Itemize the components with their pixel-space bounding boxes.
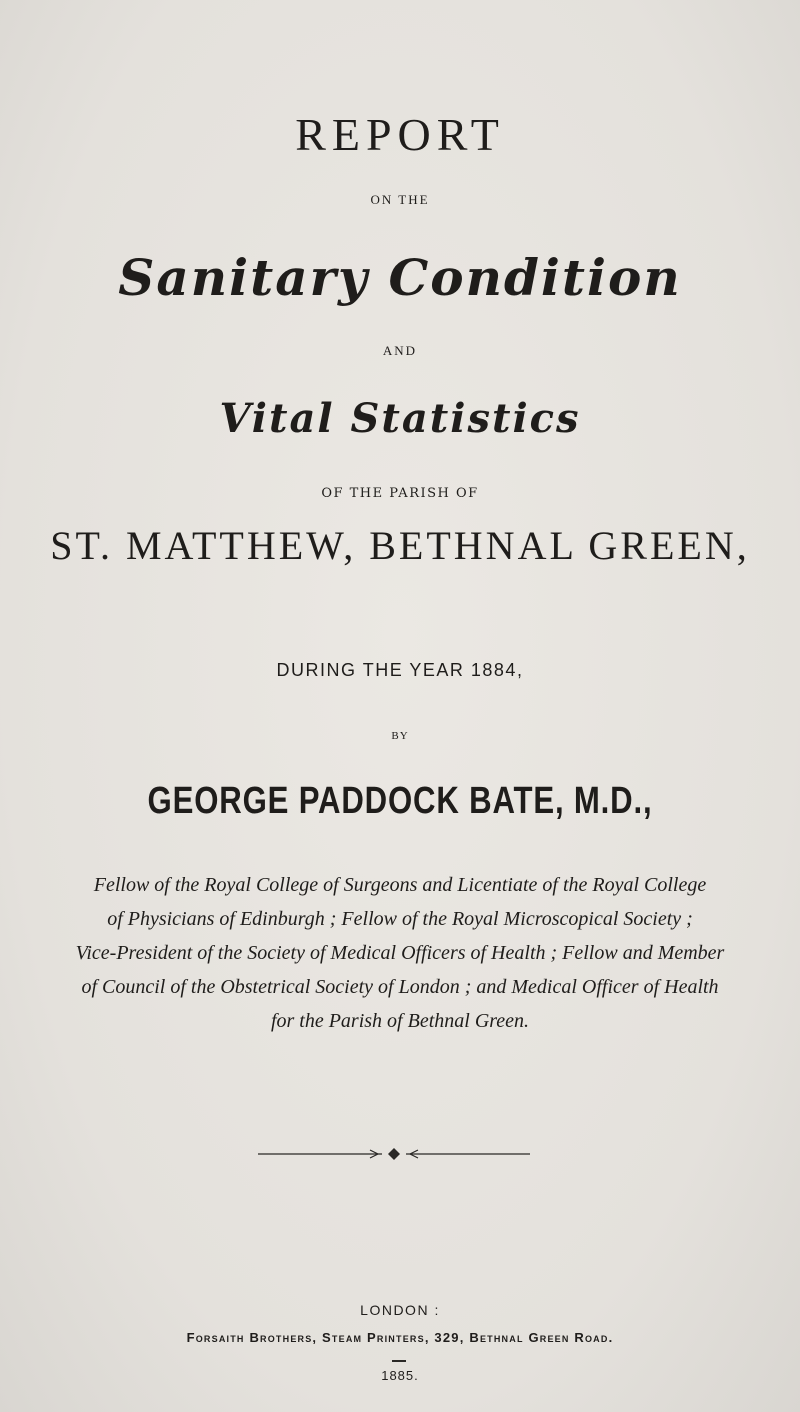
report-title: REPORT	[295, 109, 505, 160]
credentials-line: Fellow of the Royal College of Surgeons and Licentiate of the Royal College	[93, 874, 707, 896]
credentials-line: of Physicians of Edinburgh ; Fellow of the Royal Microscopical Society ;	[107, 908, 693, 930]
imprint-printer: Forsaith Brothers, Steam Printers, 329, Bethnal Green Road.	[186, 1330, 614, 1345]
imprint-dash	[392, 1360, 406, 1362]
sanitary-condition-heading: Sanitary Condition	[118, 248, 682, 307]
of-the-parish-text: OF THE PARISH OF	[321, 486, 479, 501]
by-text: BY	[391, 730, 409, 742]
during-year-text: DURING THE YEAR 1884,	[276, 660, 524, 680]
and-text: AND	[382, 343, 418, 358]
author-name: GEORGE PADDOCK BATE, M.D.,	[147, 780, 653, 822]
imprint-year: 1885.	[381, 1368, 419, 1383]
on-the-text: ON THE	[370, 192, 430, 207]
credentials-line: Vice-President of the Society of Medical Officers of Health ; Fellow and Member	[75, 942, 725, 964]
author-credentials	[36, 868, 764, 1038]
parish-name: ST. MATTHEW, BETHNAL GREEN,	[50, 523, 750, 568]
credentials-line: for the Parish of Bethnal Green.	[270, 1010, 530, 1032]
vital-statistics-heading: Vital Statistics	[219, 395, 581, 442]
ornament-divider	[258, 1144, 530, 1164]
imprint-city: LONDON :	[360, 1302, 440, 1318]
credentials-line: of Council of the Obstetrical Society of London ; and Medical Officer of Health	[81, 976, 719, 998]
